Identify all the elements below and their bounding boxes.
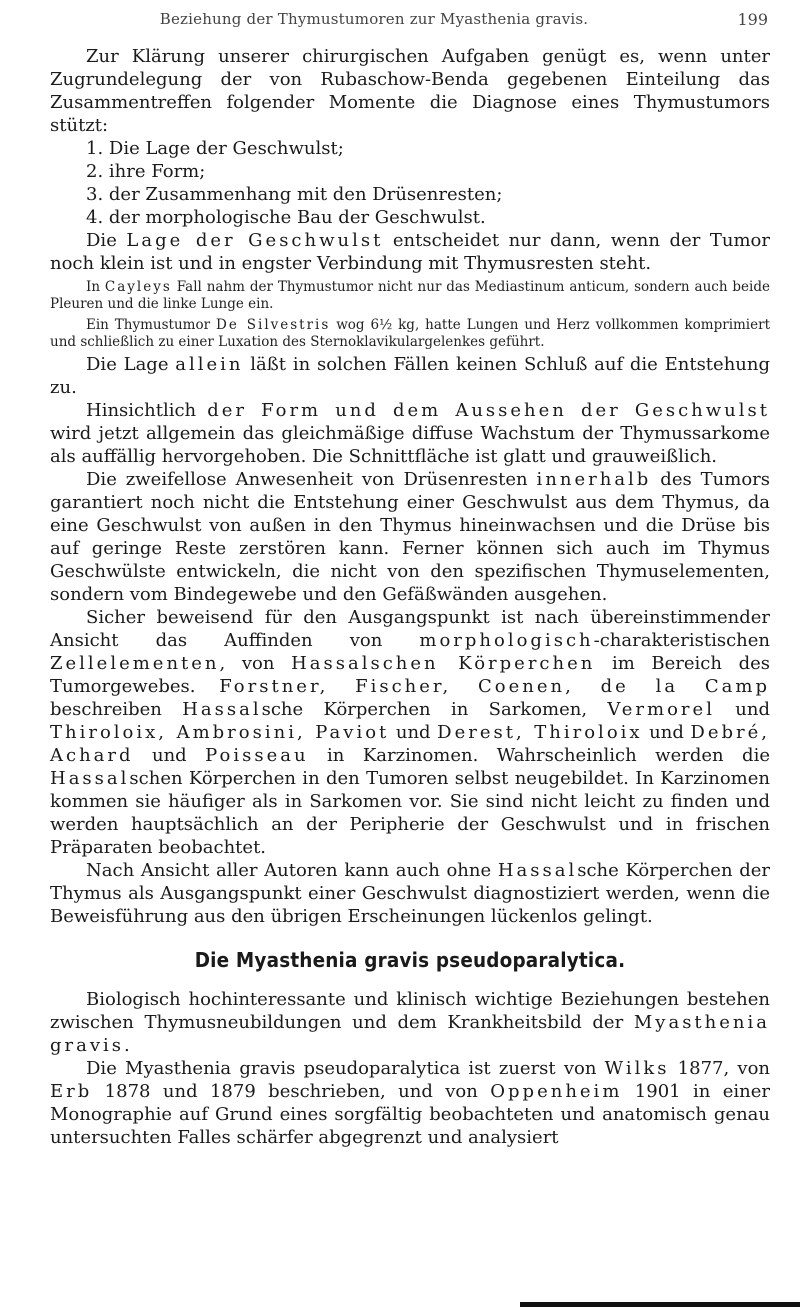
spaced-term: Wilks <box>604 1058 670 1079</box>
text-run: des Tumors garantiert noch nicht die Entstehung einer Geschwulst aus dem Thymus, da eine Geschwulst von außen in den Thymus hineinwachsen und die Drüse bis auf geringe Reste zerstören kann. Ferner können sich auch im Thymus Geschwülste entwickeln, die nicht von den spezifischen Thymuselementen, sondern vom Bindegewebe und den Gefäßwänden ausgehen. <box>50 469 771 605</box>
spaced-term: Debré, Achard <box>50 722 771 766</box>
text-run: Die zweifellose Anwesenheit von Drüsenresten <box>86 469 537 490</box>
spaced-term: Hassal <box>497 860 578 881</box>
text-run: und <box>389 722 438 743</box>
text-run: Hinsichtlich <box>86 400 208 421</box>
text-run: In <box>86 279 105 295</box>
spaced-term: Derest, Thiroloix <box>437 722 643 743</box>
spaced-term: morphologisch <box>419 630 594 651</box>
spaced-term: Zellelementen <box>50 653 220 674</box>
text-run: , von <box>219 653 292 674</box>
list-item: 3. der Zusammenhang mit den Drüsenresten; <box>86 184 503 205</box>
spaced-term: Lage der Geschwulst <box>126 230 384 251</box>
list-item: 4. der morphologische Bau der Geschwulst. <box>86 207 486 228</box>
text-run: -charakteristischen <box>593 630 770 651</box>
text-run: 1877, von <box>669 1058 770 1079</box>
spaced-term: Myasthenia gravis <box>50 1012 770 1056</box>
text-run: Die <box>86 230 127 251</box>
page-number: 199 <box>737 10 768 29</box>
spaced-term: Forstner, Fischer, Coenen, de la Camp <box>219 676 771 697</box>
text-run: und <box>714 699 770 720</box>
note-silvestris <box>50 317 770 351</box>
text-run: 1901 in einer Monographie auf Grund eines sorgfältig beobachteten und anatomisch genau untersuchten Falles schärfer abgegrenzt und analysiert <box>50 1081 770 1148</box>
text-run: entscheidet nur dann, wenn der Tumor noch klein ist und in engster Verbindung mit Thymusresten steht. <box>50 230 770 274</box>
spaced-term: Cayleys <box>104 279 172 295</box>
text-run: 1878 und 1879 beschrieben, und von <box>92 1081 491 1102</box>
running-title: Beziehung der Thymustumoren zur Myasthenia gravis. <box>159 10 589 28</box>
text-run: schen Körperchen in den Tumoren selbst neugebildet. In Karzinomen kommen sie häufiger als in Sarkomen vor. Sie sind nicht leicht zu finden und werden hauptsächlich an der Peripherie der Geschwulst und in frischen Präparaten beobachtet. <box>50 768 770 858</box>
text-run: Biologisch hochinteressante und klinisch wichtige Beziehungen bestehen zwischen Thymusneubildungen und dem Krankheitsbild der <box>50 989 770 1033</box>
text-run: Fall nahm der Thymustumor nicht nur das Mediastinum anticum, sondern auch beide Pleuren und die linke Lunge ein. <box>50 279 770 312</box>
paragraph-form <box>50 399 770 468</box>
spaced-term: der Form und dem Aussehen der Geschwulst <box>207 400 770 421</box>
spaced-term: Erb <box>50 1081 93 1102</box>
text-run: Ein Thymustumor <box>86 317 216 333</box>
text-run: sche Körperchen der Thymus als Ausgangspunkt einer Geschwulst diagnostiziert werden, wenn die Beweisführung aus den übrigen Erscheinungen lückenlos gelingt. <box>50 860 770 927</box>
criteria-list <box>50 137 770 229</box>
text-run: wird jetzt allgemein das gleichmäßige diffuse Wachstum der Thymussarkome als auffällig hervorgehoben. Die Schnittfläche ist glatt und grauweißlich. <box>50 423 770 467</box>
running-head <box>60 10 768 34</box>
bottom-edge-rule <box>520 1302 800 1307</box>
spaced-term: innerhalb <box>536 469 652 490</box>
text-run: und <box>642 722 691 743</box>
paragraph-biologisch <box>50 988 770 1057</box>
spaced-term: Hassalschen Körperchen <box>291 653 596 674</box>
text-run: läßt in solchen Fällen keinen Schluß auf die Entstehung zu. <box>50 354 770 398</box>
paragraph-lage <box>50 229 770 275</box>
text-run: Nach Ansicht aller Autoren kann auch ohne <box>86 860 498 881</box>
paragraph-druesenreste <box>50 468 770 606</box>
spaced-term: Vermorel <box>607 699 715 720</box>
text-run: beschreiben <box>50 699 183 720</box>
intro-paragraph: Zur Klärung unserer chirurgischen Aufgaben genügt es, wenn unter Zugrundelegung der von Rubaschow-Benda gegebenen Einteilung das Zusammentreffen folgender Momente die Diagnose eines Thymustumors stützt: <box>50 46 770 136</box>
text-run: Die Myasthenia gravis pseudoparalytica ist zuerst von <box>86 1058 605 1079</box>
spaced-term: Hassal <box>50 768 130 789</box>
list-item: 2. ihre Form; <box>86 161 206 182</box>
text-run: im Bereich des Tumorgewebes. <box>50 653 770 697</box>
spaced-term: Thiroloix, Ambrosini, Paviot <box>50 722 390 743</box>
text-run: sche Körperchen in Sarkomen, <box>261 699 608 720</box>
spaced-term: Poisseau <box>205 745 309 766</box>
paragraph-ohne-hassal <box>50 859 770 928</box>
text-run: in Karzinomen. Wahrscheinlich werden die <box>308 745 770 766</box>
paragraph-hassal <box>50 606 770 859</box>
paragraph-wilks <box>50 1057 770 1149</box>
text-run: und <box>133 745 206 766</box>
text-run: . <box>124 1035 130 1056</box>
body-text <box>50 45 770 1149</box>
spaced-term: Hassal <box>182 699 262 720</box>
spaced-term: De Silvestris <box>216 317 331 333</box>
spaced-term: Oppenheim <box>490 1081 623 1102</box>
paragraph-lage-allein <box>50 353 770 399</box>
list-item: 1. Die Lage der Geschwulst; <box>86 138 344 159</box>
text-run: Die Lage <box>86 354 176 375</box>
section-heading: Die Myasthenia gravis pseudoparalytica. <box>194 948 626 972</box>
text-run: Sicher beweisend für den Ausgangspunkt ist nach übereinstimmender Ansicht das Auffinden von <box>50 607 770 651</box>
text-run: wog 6½ kg, hatte Lungen und Herz vollkommen komprimiert und schließlich zu einer Luxation des Sternoklavikulargelenkes geführt. <box>50 317 770 350</box>
note-cayley <box>50 279 770 313</box>
spaced-term: allein <box>175 354 244 375</box>
